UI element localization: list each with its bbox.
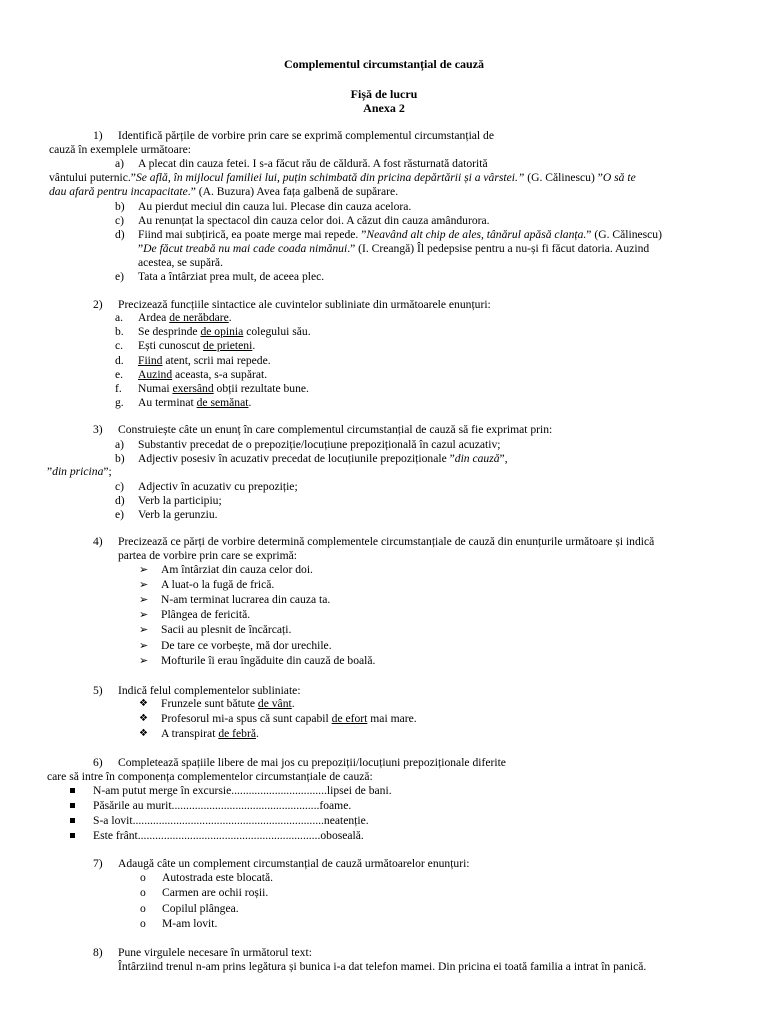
q3-d-marker: d) bbox=[115, 494, 125, 507]
q2-item-underlined: exersând bbox=[172, 382, 214, 395]
square-bullet-icon bbox=[70, 818, 75, 823]
annex-subtitle: Anexa 2 bbox=[363, 101, 405, 115]
q2-item-marker: g. bbox=[115, 396, 124, 410]
q8-number: 8) bbox=[93, 946, 103, 959]
q3-c-text: Adjectiv în acuzativ cu prepoziție; bbox=[138, 480, 298, 493]
q5-item bbox=[161, 726, 259, 741]
q2-item bbox=[138, 367, 267, 382]
q1-d-line2-part1: ” bbox=[138, 242, 144, 255]
q5-item-pre: A transpirat bbox=[161, 727, 219, 740]
circle-bullet-icon: o bbox=[140, 886, 146, 900]
q5-item-pre: Profesorul mi-a spus că sunt capabil bbox=[161, 712, 332, 725]
q3-a-text: Substantiv precedat de o prepoziție/locuțiune prepozițională în cazul acuzativ; bbox=[138, 438, 501, 451]
q6-number: 6) bbox=[93, 756, 103, 769]
q1-d-line1 bbox=[138, 227, 662, 242]
arrow-bullet-icon: ➢ bbox=[139, 608, 149, 622]
q2-item-underlined: de semănat bbox=[196, 396, 249, 410]
diamond-bullet-icon: ❖ bbox=[139, 728, 148, 739]
q2-item bbox=[138, 324, 311, 339]
q2-item bbox=[138, 338, 255, 353]
q7-text: Adaugă câte un complement circumstanțial de cauză următoarelor enunțuri: bbox=[118, 857, 470, 870]
q1-a-line2 bbox=[49, 170, 636, 185]
q1-b-text: Au pierdut meciul din cauza lui. Plecase din cauza acelora. bbox=[138, 200, 412, 213]
q1-text-line1: Identifică părțile de vorbire prin care se exprimă complementul circumstanțial de bbox=[118, 129, 494, 142]
q3-b-continuation bbox=[47, 464, 112, 479]
q2-item-underlined: de nerăbdare bbox=[169, 311, 229, 324]
q2-item-marker: f. bbox=[115, 382, 122, 395]
q1-d-marker: d) bbox=[115, 228, 125, 241]
q5-item-post: . bbox=[291, 697, 295, 710]
q8-text-line1: Pune virgulele necesare în următorul text: bbox=[118, 946, 312, 959]
q1-a-marker: a) bbox=[115, 157, 125, 170]
q4-item: De tare ce vorbește, mă dor urechile. bbox=[161, 638, 332, 652]
q1-d-line2 bbox=[138, 241, 649, 256]
q2-item bbox=[138, 310, 232, 325]
q3-e-text: Verb la gerunziu. bbox=[138, 508, 218, 521]
q1-number: 1) bbox=[93, 129, 103, 142]
q2-item-underlined: Fiind bbox=[138, 353, 163, 367]
q1-a-quote-buzura: dau afară pentru incapacitate bbox=[49, 185, 188, 198]
q2-item bbox=[138, 353, 271, 368]
circle-bullet-icon: o bbox=[140, 871, 146, 884]
q6-text-line1: Completează spațiile libere de mai jos cu prepoziții/locuțiuni prepoziționale diferite bbox=[118, 756, 506, 769]
q2-text: Precizează funcțiile sintactice ale cuvintelor subliniate din următoarele enunțuri: bbox=[118, 298, 491, 311]
q2-item-pre: Ardea bbox=[138, 311, 170, 324]
q4-item: Plângea de fericită. bbox=[161, 608, 251, 622]
q1-a-line2-part3: (G. Călinescu) ” bbox=[524, 171, 603, 184]
q3-b2-part1: ” bbox=[47, 465, 53, 478]
arrow-bullet-icon: ➢ bbox=[139, 653, 149, 667]
q2-item-marker: b. bbox=[115, 325, 124, 339]
q1-d-line3: acestea, se supără. bbox=[138, 256, 223, 269]
arrow-bullet-icon: ➢ bbox=[139, 593, 149, 607]
q2-item-post: colegului său. bbox=[243, 325, 311, 339]
q1-a-quote-calinescu: Se află, în mijlocul familiei lui, puțin schimbată din pricina depărtării și a vârstei.” bbox=[135, 171, 525, 184]
q5-item-pre: Frunzele sunt bătute bbox=[161, 697, 258, 710]
arrow-bullet-icon: ➢ bbox=[139, 578, 149, 592]
q3-e-marker: e) bbox=[115, 508, 125, 521]
q1-a-line3-part2: .” (A. Buzura) Avea fața galbenă de supărare. bbox=[187, 185, 399, 198]
q1-text-line2: cauză în exemplele următoare: bbox=[49, 143, 191, 156]
q5-item-post: . bbox=[255, 727, 259, 740]
square-bullet-icon bbox=[70, 803, 75, 808]
q2-item-underlined: de opinia bbox=[200, 325, 244, 339]
q3-b2-part3: ”; bbox=[103, 465, 112, 478]
q1-d-line2-part3: .” (I. Creangă) Îl pedepsise pentru a nu-și fi făcut datoria. Auzind bbox=[347, 242, 650, 255]
q2-item-post: . bbox=[248, 396, 252, 410]
q7-item: Autostrada este blocată. bbox=[162, 871, 274, 884]
q2-item-pre: Numai bbox=[138, 382, 173, 395]
q1-d-quote-creanga: De făcut treabă nu mai cade coada nimănui bbox=[143, 242, 348, 255]
q3-d-text: Verb la participiu; bbox=[138, 494, 222, 507]
q2-item-marker: c. bbox=[115, 339, 124, 353]
q2-item-pre: Ești cunoscut bbox=[138, 339, 204, 353]
q4-item: Sacii au plesnit de încărcați. bbox=[161, 623, 292, 637]
worksheet-subtitle: Fișă de lucru bbox=[350, 87, 418, 101]
arrow-bullet-icon: ➢ bbox=[139, 623, 149, 637]
q7-item: Copilul plângea. bbox=[162, 901, 239, 915]
circle-bullet-icon: o bbox=[140, 901, 146, 915]
q4-text-line2: partea de vorbire prin care se exprimă: bbox=[118, 549, 297, 562]
q1-a-line2-part1: vântului puternic.” bbox=[49, 171, 136, 184]
q5-item bbox=[161, 696, 295, 711]
arrow-bullet-icon: ➢ bbox=[139, 638, 149, 652]
q1-b-marker: b) bbox=[115, 200, 125, 213]
arrow-bullet-icon: ➢ bbox=[139, 563, 149, 576]
q3-b-marker: b) bbox=[115, 452, 125, 465]
q5-item-underlined: de vânt bbox=[257, 697, 292, 710]
q1-a-line2-part4: O să te bbox=[602, 171, 636, 184]
diamond-bullet-icon: ❖ bbox=[139, 713, 148, 724]
q3-b-part1: Adjectiv posesiv în acuzativ precedat de locuțiunile prepoziționale ” bbox=[138, 452, 455, 465]
q2-item-post: atent, scrii mai repede. bbox=[162, 353, 271, 367]
q1-a-line3 bbox=[49, 184, 398, 199]
q4-item: N-am terminat lucrarea din cauza ta. bbox=[161, 593, 331, 607]
q4-item: A luat-o la fugă de frică. bbox=[161, 578, 275, 592]
q3-b-phrase: din cauză bbox=[454, 452, 500, 465]
q2-item-marker: d. bbox=[115, 353, 124, 367]
q3-b2-phrase: din pricina bbox=[52, 465, 104, 478]
q3-c-marker: c) bbox=[115, 480, 125, 493]
q3-b-part3: ”, bbox=[499, 452, 508, 465]
q8-text-line2: Întârziind trenul n-am prins legătura și bunica i-a dat telefon mamei. Din pricina ei toată familia a intrat în panică. bbox=[118, 960, 647, 973]
q2-number: 2) bbox=[93, 298, 103, 311]
q2-item-marker: a. bbox=[115, 311, 124, 324]
q2-item-pre: Se desprinde bbox=[138, 325, 201, 339]
q2-item bbox=[138, 395, 251, 410]
q2-item-underlined: de prieteni bbox=[203, 339, 253, 353]
q5-item-underlined: de efort bbox=[331, 712, 368, 725]
circle-bullet-icon: o bbox=[140, 917, 146, 931]
q2-item-post: . bbox=[228, 311, 232, 324]
q2-item-post: aceasta, s-a supărat. bbox=[172, 367, 268, 381]
document-title: Complementul circumstanțial de cauză bbox=[283, 57, 485, 71]
q5-item bbox=[161, 711, 417, 726]
q7-number: 7) bbox=[93, 857, 103, 870]
q1-e-marker: e) bbox=[115, 270, 125, 283]
q7-item: Carmen are ochii roșii. bbox=[162, 886, 269, 900]
q5-text: Indică felul complementelor subliniate: bbox=[118, 684, 301, 697]
q3-text: Construiește câte un enunț în care complementul circumstanțial de cauză să fie exprimat prin: bbox=[118, 423, 553, 436]
q6-item: Păsările au murit...................................................foame. bbox=[93, 799, 352, 812]
q5-number: 5) bbox=[93, 684, 103, 697]
q1-d-line1-part1: Fiind mai subțirică, ea poate merge mai repede. ” bbox=[138, 228, 367, 241]
q4-item: Mofturile îi erau îngăduite din cauză de boală. bbox=[161, 653, 376, 667]
q6-item: N-am putut merge în excursie.................................lipsei de bani. bbox=[93, 784, 392, 797]
q2-item-post: obții rezultate bune. bbox=[213, 382, 309, 395]
q2-item-post: . bbox=[252, 339, 256, 353]
q6-item: S-a lovit..................................................................neatenție. bbox=[93, 814, 369, 827]
q6-item: Este frânt...............................................................oboseală. bbox=[93, 829, 364, 842]
q7-item: M-am lovit. bbox=[162, 917, 218, 931]
q3-number: 3) bbox=[93, 423, 103, 436]
q6-text-line2: care să intre în componența complementelor circumstanțiale de cauză: bbox=[47, 770, 373, 783]
q2-item-marker: e. bbox=[115, 367, 124, 381]
q1-d-line1-part3: ” (G. Călinescu) bbox=[586, 228, 662, 241]
q4-text-line1: Precizează ce părți de vorbire determină complementele circumstanțiale de cauză din enunțurile următoare și indică bbox=[118, 535, 655, 548]
square-bullet-icon bbox=[70, 833, 75, 838]
square-bullet-icon bbox=[70, 788, 75, 793]
q1-a-line1: A plecat din cauza fetei. I s-a făcut rău de căldură. A fost răsturnată datorită bbox=[138, 157, 488, 170]
q5-item-underlined: de febră bbox=[218, 727, 256, 740]
q2-item bbox=[138, 381, 309, 396]
q2-item-underlined: Auzind bbox=[138, 367, 173, 381]
q4-number: 4) bbox=[93, 535, 103, 548]
q1-c-text: Au renunțat la spectacol din cauza celor doi. A căzut din cauza amândurora. bbox=[138, 214, 490, 227]
q1-c-marker: c) bbox=[115, 214, 125, 227]
q3-b-text bbox=[138, 451, 508, 466]
q4-item: Am întârziat din cauza celor doi. bbox=[161, 563, 313, 576]
q5-item-post: mai mare. bbox=[367, 712, 417, 725]
q1-d-quote-calinescu: Neavând alt chip de ales, tânărul apăsă clanța. bbox=[366, 228, 587, 241]
q1-e-text: Tata a întârziat prea mult, de aceea plec. bbox=[138, 270, 325, 283]
q2-item-pre: Au terminat bbox=[138, 396, 197, 410]
diamond-bullet-icon: ❖ bbox=[139, 698, 148, 709]
q3-a-marker: a) bbox=[115, 438, 125, 451]
